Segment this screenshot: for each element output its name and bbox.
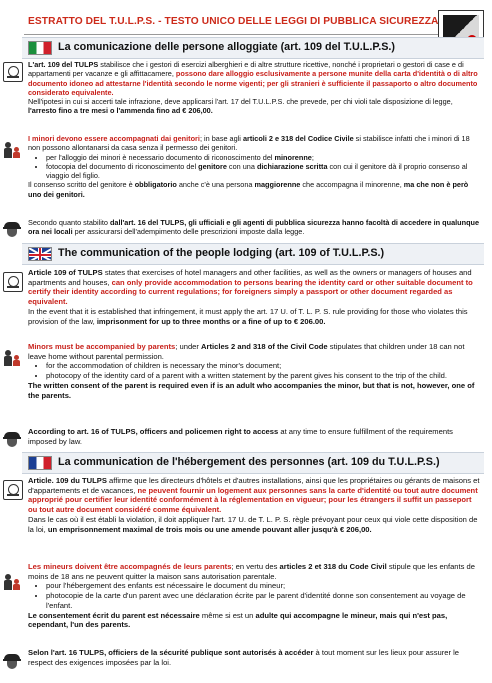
paragraph <box>28 562 480 581</box>
body-text: Il consenso scritto del genitore è <box>28 180 135 190</box>
italian-text-block <box>28 60 480 116</box>
english-police-block <box>28 427 480 446</box>
body-text: stipule que les enfants de moins de 18 ans ne peuvent quitter la maison sans autorisation parentale. <box>28 562 475 581</box>
french-police-block <box>28 648 480 667</box>
bold-text: According to art. 16 of TULPS, officers and policemen right to access <box>28 427 279 436</box>
bullet-list <box>28 153 480 181</box>
bold-text: genitore <box>198 161 227 171</box>
bold-text: adulte qui accompagne le mineur, mais qui n'est pas, cependant, l'un des parents. <box>28 610 448 630</box>
id-card-icon <box>3 272 23 292</box>
list-item <box>46 361 480 371</box>
body-text: ; under <box>175 342 202 351</box>
body-text: In the event that it is established that infringement, it must apply the art. 17 U. of T. L. P. S. rule providing for those who violates this provision of the law, <box>28 306 468 326</box>
bold-text: minorenne <box>274 152 312 162</box>
italian-police-block <box>28 218 480 237</box>
bold-text: imprisonment for up to three months or a fine of up to € 206.00. <box>96 316 326 326</box>
bold-text: Articles 2 and 318 of the Civil Code <box>201 342 328 351</box>
section-header-french <box>22 452 484 474</box>
body-text: Dans le cas où il est établi la violation, il doit appliquer l'art. 17 U. de T. L. P. S. règle prévoyant pour ceux qui viole cette disposition de la loi, <box>28 514 478 534</box>
document-header <box>0 10 492 40</box>
list-item <box>46 371 480 381</box>
body-text: Nell'ipotesi in cui si accerti tale infrazione, deve applicarsi l'art. 17 del T.U.L.P.S. che prevede, per chi violi tale disposizione di legge, <box>28 97 453 107</box>
paragraph <box>28 307 480 326</box>
body-text: photocopy of the identity card of a parent with a written statement by the parent gives his consent to the trip of the child. <box>46 371 448 381</box>
bold-text: maggiorenne <box>254 180 301 190</box>
bullet-list <box>28 581 480 610</box>
body-text: con cui il genitore dà il proprio consenso al viaggio del figlio. <box>46 161 468 181</box>
emphasis-text: I minori devono essere accompagnati dai genitori <box>28 134 200 143</box>
paragraph <box>28 476 480 515</box>
body-text: à tout moment sur les lieux pour assurer le respect des exigences imposées par la loi. <box>28 648 460 667</box>
id-card-icon <box>3 480 23 500</box>
emphasis-text: ne peuvent fournir un logement aux personnes sans la carte d'identité ou tout autre document approprié pour certifier leur identité conformément à la réglementation en vigueur; pour les étrangers il suffit un passeport ou tout autre document considéré comme équivalent. <box>28 485 478 515</box>
family-icon <box>3 572 21 590</box>
english-text-block <box>28 268 480 326</box>
uk-flag-icon <box>28 247 52 261</box>
emphasis-text: can only provide accommodation to persons bearing the identity card or other suitable document to certify their identity according to current regulations; for foreigners simply a passport or other document regarded as equivalent. <box>28 277 473 307</box>
bold-text: L'art. 109 del TULPS <box>28 60 99 69</box>
section-title-italian: La comunicazione delle persone alloggiate (art. 109 del T.U.L.P.S.) <box>58 41 395 53</box>
body-text: at any time to ensure fulfillment of the requirements imposed by law. <box>28 427 453 446</box>
section-header-english <box>22 243 484 265</box>
section-title-french: La communication de l'hébergement des personnes (art. 109 du T.U.L.P.S.) <box>58 456 440 468</box>
italy-flag-icon <box>28 41 52 55</box>
body-text: per assicurarsi dell'adempimento delle prescrizioni imposte dalla legge. <box>72 227 305 237</box>
bold-text: Le consentement écrit du parent est nécessaire <box>28 610 200 620</box>
paragraph <box>28 611 480 630</box>
paragraph <box>28 342 480 361</box>
english-minors-block <box>28 342 480 400</box>
bold-text: un emprisonnement maximal de trois mois ou une amende pouvant aller jusqu'à € 206,00. <box>47 524 372 534</box>
bold-text: ma che non è però uno dei genitori. <box>28 180 469 199</box>
body-text: states that exercises of hotel managers and other facilities, as well as the owners or managers of houses and apartments and houses, <box>28 268 472 287</box>
body-text: pour l'hébergement des enfants est nécessaire le document du mineur; <box>46 581 286 591</box>
body-text: per l'alloggio dei minori è necessario documento di riconoscimento del <box>46 152 275 162</box>
list-item <box>46 581 480 591</box>
family-icon <box>3 140 21 158</box>
header-divider <box>24 34 448 35</box>
paragraph <box>28 648 480 667</box>
body-text: si stabilisce infatti che i minori di 18 non possono allontanarsi da casa senza il permesso dei genitori. <box>28 134 470 153</box>
body-text: ; en vertu des <box>231 562 280 571</box>
body-text: ; <box>311 152 314 162</box>
police-officer-icon <box>3 430 21 448</box>
paragraph <box>28 515 480 534</box>
body-text: for the accommodation of children is necessary the minor's document; <box>46 361 282 371</box>
france-flag-icon <box>28 456 52 470</box>
list-item <box>46 591 480 610</box>
italian-minors-block <box>28 134 480 199</box>
body-text: stipulates that children under 18 can not leave home without parental permission. <box>28 342 465 361</box>
bold-text: obbligatorio <box>134 180 177 190</box>
bold-text: dall'art. 16 del TULPS, gli ufficiali e gli agenti di pubblica sicurezza hanno facoltà di accedere in qualunque ora nei locali <box>28 218 480 237</box>
list-item <box>46 153 480 162</box>
bold-text: articles 2 et 318 du Code Civil <box>279 562 387 571</box>
police-officer-icon <box>3 220 21 238</box>
bold-text: articoli 2 e 318 del Codice Civile <box>242 134 354 143</box>
police-officer-icon <box>3 652 21 670</box>
body-text: anche c'è una persona <box>176 180 255 190</box>
body-text: même si est un <box>199 610 256 620</box>
french-text-block <box>28 476 480 534</box>
paragraph <box>28 180 480 199</box>
body-text: stabilisce che i gestori di esercizi alberghieri e di altre strutture ricettive, nonché i proprietari o gestori di case e di appartamenti per vacanze e gli affittacamere, <box>28 60 464 79</box>
bold-text: The written consent of the parent is required even if is an adult who accompanies the minor, but that is not, however, one of the parents. <box>28 380 475 400</box>
body-text: affirme que les directeurs d'hôtels et d'autres installations, ainsi que les propriétaires ou gérants de maisons et d'appartements et de vacances, <box>28 476 480 495</box>
body-text: Secondo quanto stabilito <box>28 218 110 227</box>
paragraph <box>28 218 480 237</box>
body-text: photocopie de la carte d'un parent avec une déclaration écrite par le parent d'identité donne son consentement au voyage de l'enfant. <box>46 591 466 610</box>
body-text: ; in base agli <box>199 134 243 143</box>
bold-text: Article 109 of TULPS <box>28 268 103 277</box>
bold-text: l'arresto fino a tre mesi o l'ammenda fino ad € 206,00. <box>28 106 213 116</box>
list-item <box>46 162 480 181</box>
body-text: con una <box>226 161 257 171</box>
paragraph <box>28 97 480 116</box>
id-card-icon <box>3 62 23 82</box>
paragraph <box>28 427 480 446</box>
family-icon <box>3 348 21 366</box>
section-header-italian <box>22 37 484 59</box>
bold-text: Article. 109 du TULPS <box>28 476 107 485</box>
emphasis-text: Minors must be accompanied by parents <box>28 342 176 351</box>
bullet-list <box>28 361 480 380</box>
emphasis-text: possono dare alloggio esclusivamente a persone munite della carta d'identità o di altro documento idoneo ad attestarne l'identità secondo le norme vigenti; per gli stranieri è sufficiente il passaporto o altro documento considerato equivalente. <box>28 69 478 97</box>
document-title: ESTRATTO DEL T.U.L.P.S. - TESTO UNICO DELLE LEGGI DI PUBBLICA SICUREZZA <box>28 16 439 27</box>
body-text: che accompagna il minorenne, <box>300 180 404 190</box>
paragraph <box>28 381 480 400</box>
bold-text: dichiarazione scritta <box>256 161 328 171</box>
paragraph <box>28 134 480 153</box>
paragraph <box>28 268 480 307</box>
body-text: fotocopia del documento di riconoscimento del <box>46 161 199 171</box>
emphasis-text: Les mineurs doivent être accompagnés de leurs parents <box>28 562 232 571</box>
french-minors-block <box>28 562 480 630</box>
paragraph <box>28 60 480 97</box>
section-title-english: The communication of the people lodging (art. 109 of T.U.L.P.S.) <box>58 247 385 259</box>
bold-text: Selon l'art. 16 TULPS, officiers de la sécurité publique sont autorisés à accéder <box>28 648 314 657</box>
